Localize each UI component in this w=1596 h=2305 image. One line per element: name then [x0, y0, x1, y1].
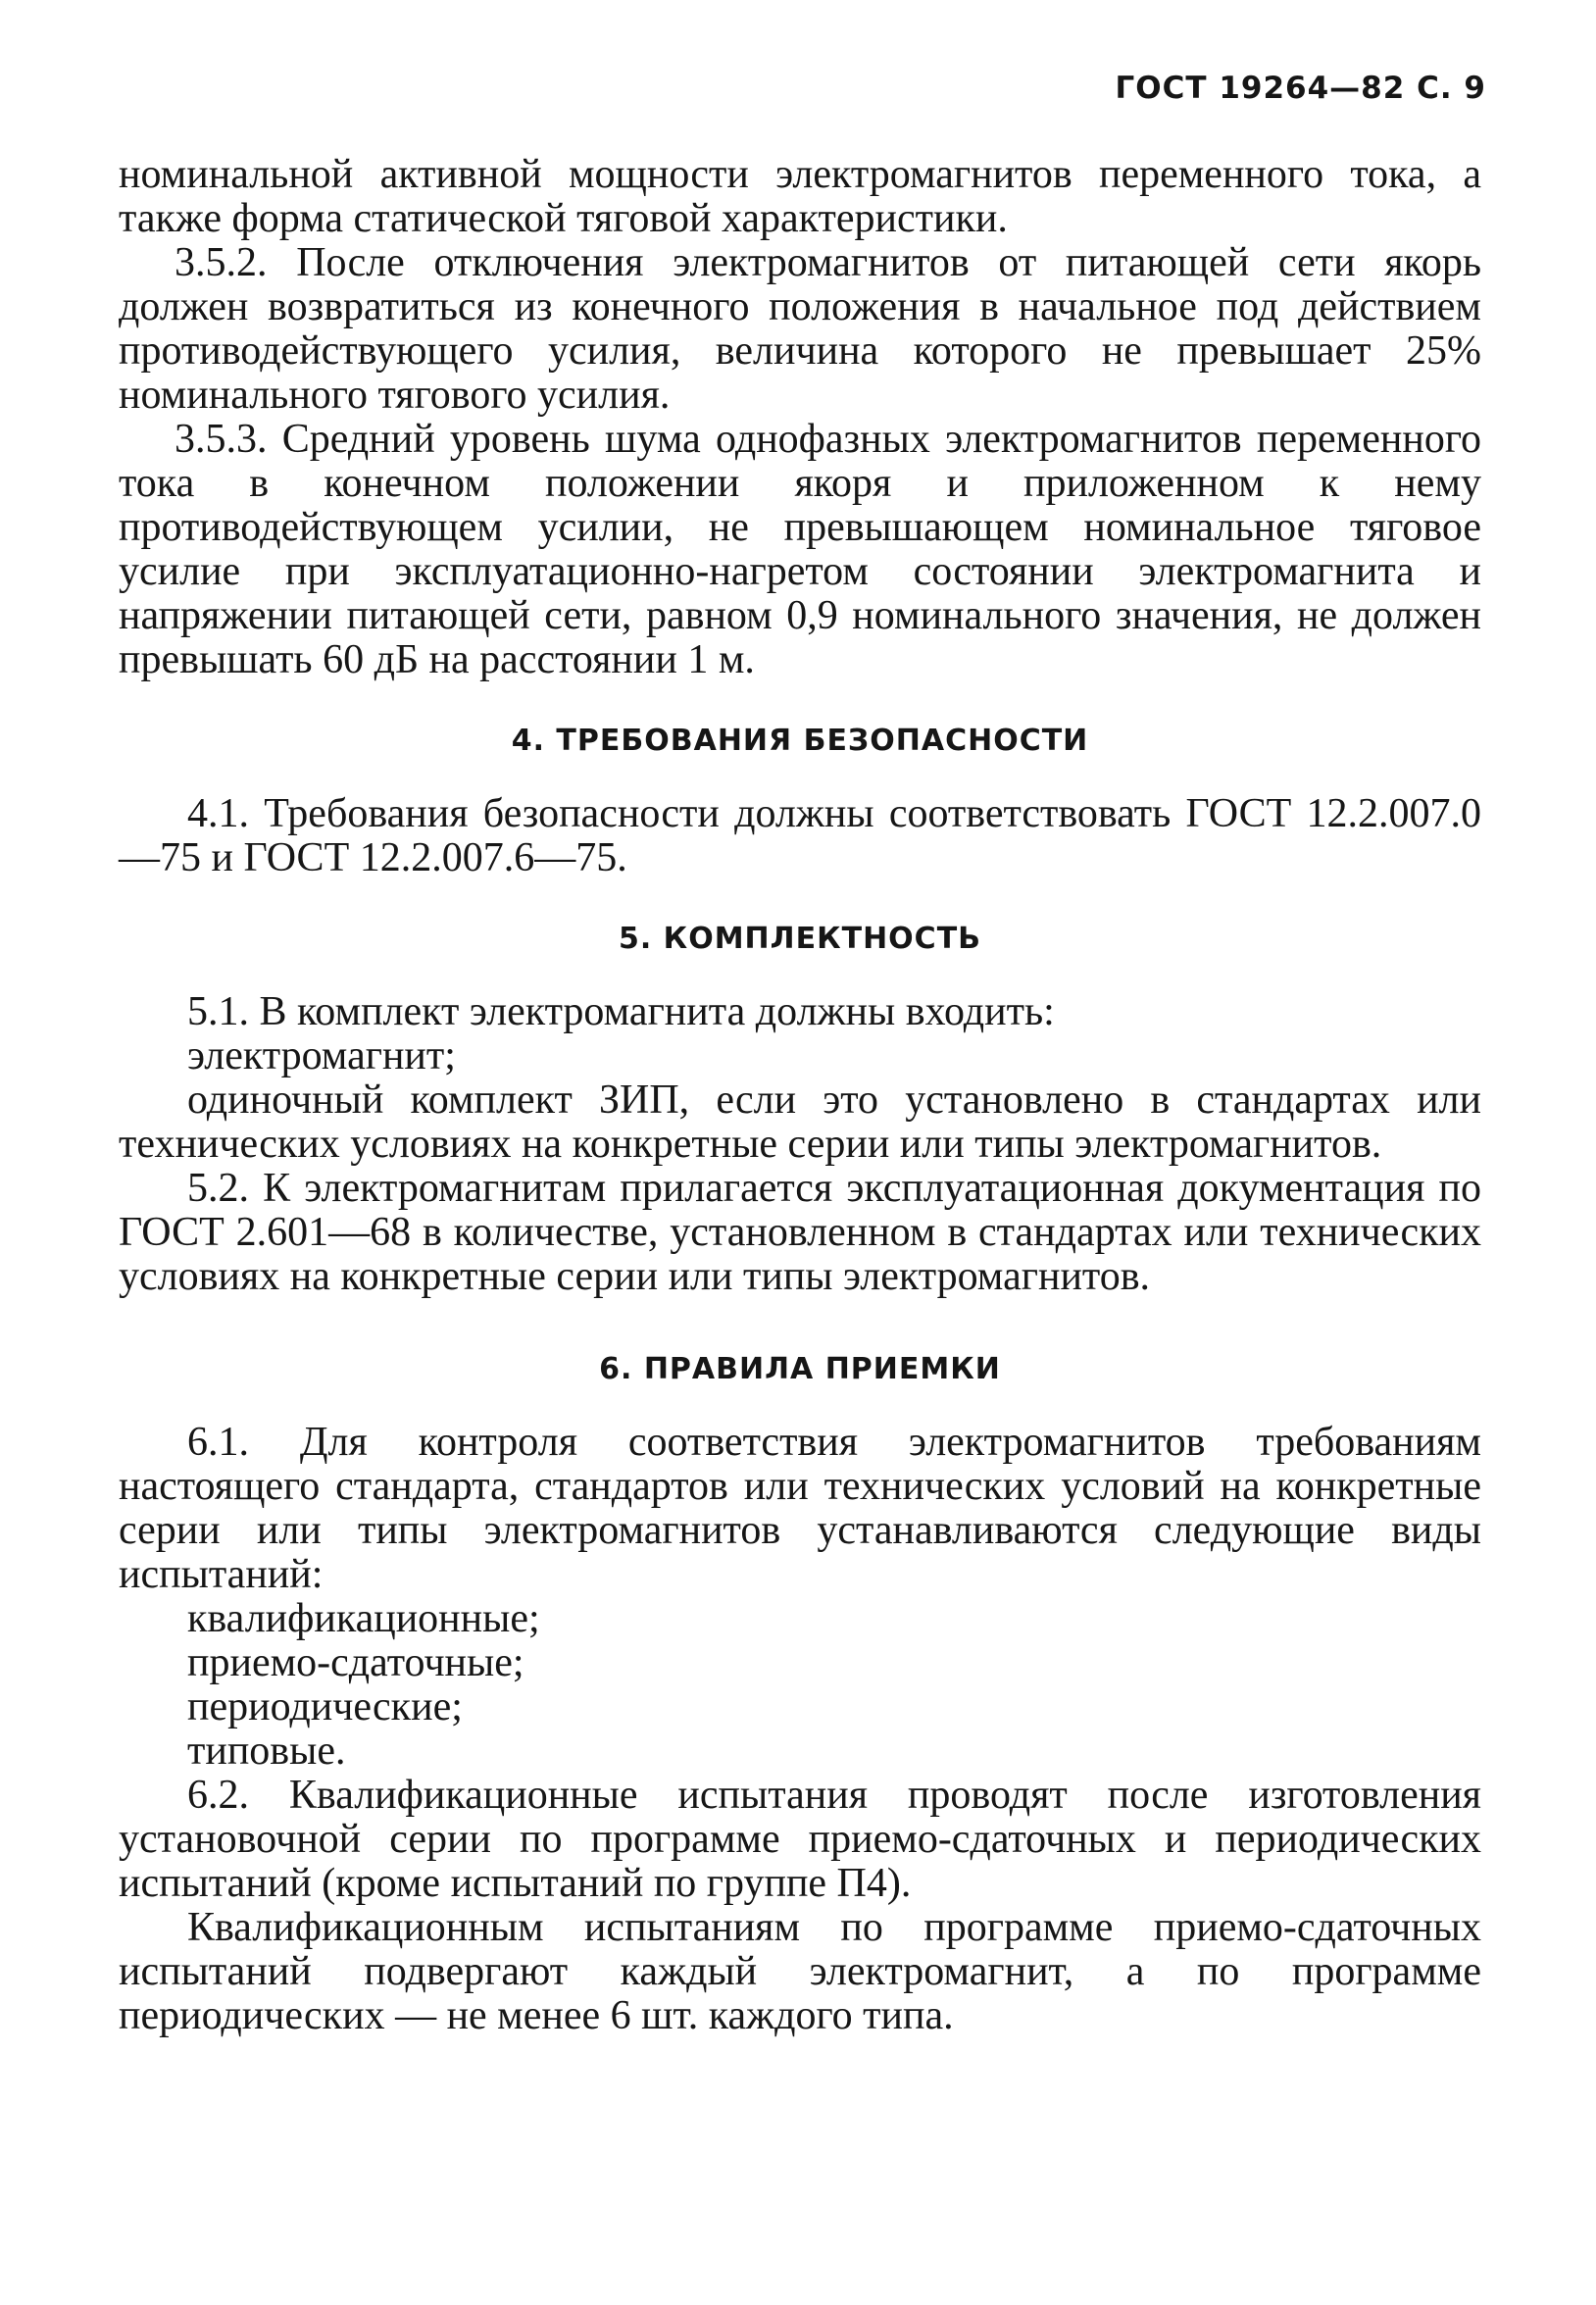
list-item-test-type: приемо-сдаточные;	[187, 1640, 524, 1685]
section-4-heading: 4. ТРЕБОВАНИЯ БЕЗОПАСНОСТИ	[511, 724, 1089, 758]
list-item-spare-parts-kit: одиночный комплект ЗИП, если это установлено в стандартах или технических условиях на конкретные серии или типы электромагнитов.	[119, 1077, 1481, 1167]
section-5-heading: 5. КОМПЛЕКТНОСТЬ	[618, 922, 982, 956]
paragraph-6-1: 6.1. Для контроля соответствия электромагнитов требованиям настоящего стандарта, стандартов или технических условий на конкретные серии или типы электромагнитов устанавливаются следующие виды испытаний:	[119, 1420, 1481, 1597]
paragraph-3-5-1-continuation: номинальной активной мощности электромагнитов переменного тока, а также форма статической тяговой характеристики.	[119, 152, 1481, 241]
paragraph-6-2: 6.2. Квалификационные испытания проводят после изготовления установочной серии по программе приемо-сдаточных и периодических испытаний (кроме испытаний по группе П4).	[119, 1773, 1481, 1906]
paragraph-5-1: 5.1. В комплект электромагнита должны входить:	[187, 989, 1055, 1034]
paragraph-4-1: 4.1. Требования безопасности должны соответствовать ГОСТ 12.2.007.0—75 и ГОСТ 12.2.007.6—75.	[119, 791, 1481, 880]
page-header-standard-ref: ГОСТ 19264—82 С. 9	[1115, 71, 1486, 106]
paragraph-6-2-continuation: Квалификационным испытаниям по программе приемо-сдаточных испытаний подвергают каждый электромагнит, а по программе периодических — не менее 6 шт. каждого типа.	[119, 1905, 1481, 2038]
paragraph-3-5-3: 3.5.3. Средний уровень шума однофазных электромагнитов переменного тока в конечном положении якоря и приложенном к нему противодействующем усилии, не превышающем номинальное тяговое усилие при эксплуатационно-нагретом состоянии электромагнита и напряжении питающей сети, равном 0,9 номинального значения, не должен превышать 60 дБ на расстоянии 1 м.	[119, 417, 1481, 682]
list-item-test-type: периодические;	[187, 1684, 463, 1729]
paragraph-3-5-2: 3.5.2. После отключения электромагнитов от питающей сети якорь должен возвратиться из конечного положения в начальное под действием противодействующего усилия, величина которого не превышает 25% номинального тягового усилия.	[119, 240, 1481, 418]
list-item-electromagnet: электромагнит;	[187, 1033, 456, 1078]
list-item-test-type: типовые.	[187, 1729, 346, 1774]
section-6-heading: 6. ПРАВИЛА ПРИЕМКИ	[599, 1352, 1001, 1386]
document-body	[119, 153, 1481, 2038]
list-item-test-type: квалификационные;	[187, 1596, 540, 1641]
paragraph-5-2: 5.2. К электромагнитам прилагается эксплуатационная документация по ГОСТ 2.601—68 в количестве, установленном в стандартах или технических условиях на конкретные серии или типы электромагнитов.	[119, 1166, 1481, 1299]
